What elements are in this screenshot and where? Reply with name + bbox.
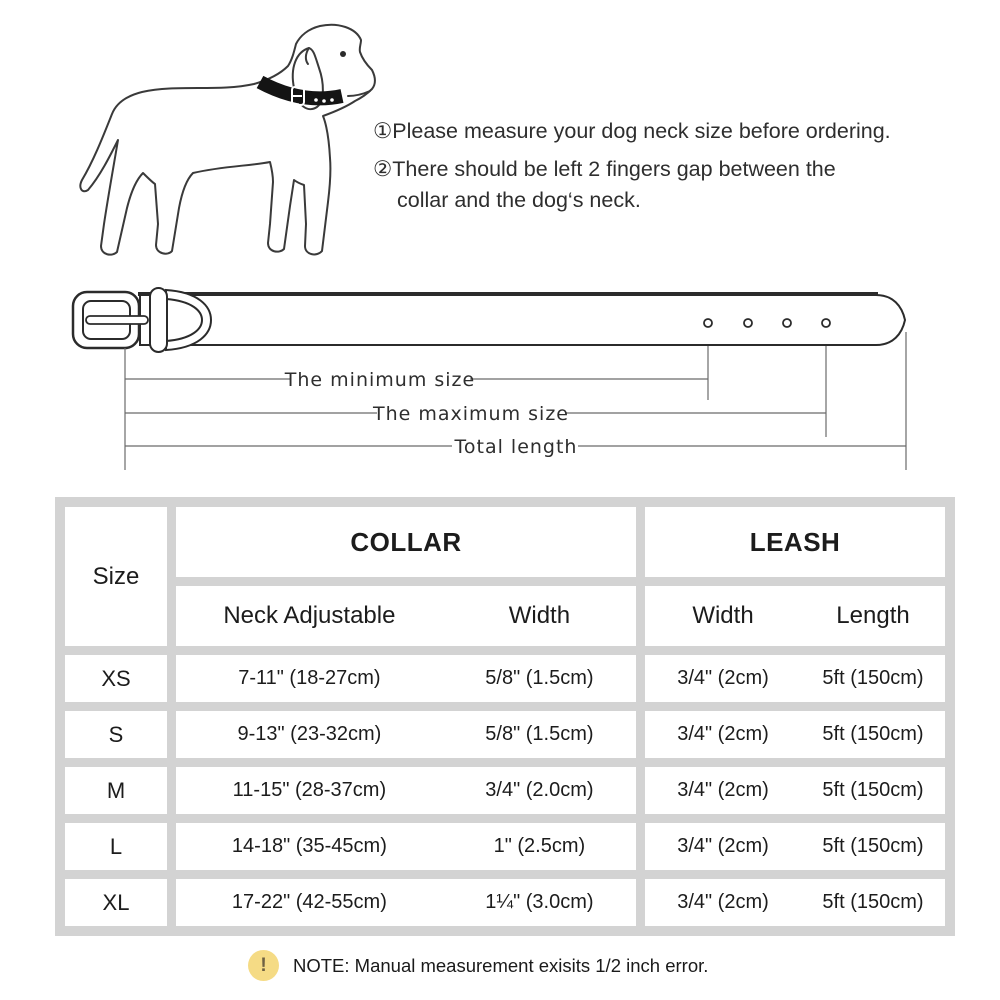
collar-neck-value: 11-15" (28-37cm): [232, 779, 387, 801]
table-row-l-collar: [176, 823, 636, 870]
measurement-note: [248, 950, 708, 981]
note-text: NOTE: Manual measurement exisits 1/2 inch error.: [293, 954, 709, 976]
collar-width-value: 1¼" (3.0cm): [485, 891, 594, 913]
label-total-length: Total length: [454, 436, 578, 458]
collar-width-value: 5/8" (1.5cm): [485, 667, 594, 689]
exclamation-icon: !: [248, 950, 279, 981]
dog-collar-hole-1: [314, 98, 318, 102]
collar-neck-value: 9-13" (23-32cm): [237, 723, 382, 745]
leash-width-header: Width: [692, 602, 754, 629]
leash-length-header: Length: [836, 602, 910, 629]
collar-width-value: 5/8" (1.5cm): [485, 723, 594, 745]
collar-neck-value: 17-22" (42-55cm): [231, 891, 387, 913]
table-row-s-size: S: [65, 711, 167, 758]
size-table: [55, 497, 955, 936]
leash-length-value: 5ft (150cm): [822, 667, 924, 689]
leash-length-value: 5ft (150cm): [822, 723, 924, 745]
collar-width-header: Width: [508, 602, 571, 629]
dog-body-outline: [80, 25, 375, 255]
leash-group-header: LEASH: [645, 507, 945, 577]
size-column-header: Size: [65, 507, 167, 646]
table-row-xs-size: XS: [65, 655, 167, 702]
collar-subheader-row: [176, 586, 636, 646]
leash-width-value: 3/4" (2cm): [677, 891, 769, 913]
collar-neck-adjustable-header: Neck Adjustable: [223, 602, 396, 629]
leash-subheader-row: [645, 586, 945, 646]
table-row-xs-leash: [645, 655, 945, 702]
leash-length-value: 5ft (150cm): [822, 835, 924, 857]
table-row-s-leash: [645, 711, 945, 758]
table-row-xl-collar: [176, 879, 636, 926]
table-row-m-leash: [645, 767, 945, 814]
instruction-1: ①Please measure your dog neck size before ordering.: [373, 119, 891, 143]
table-row-l-size: L: [65, 823, 167, 870]
leash-length-value: 5ft (150cm): [822, 779, 924, 801]
instruction-2-line1: ②There should be left 2 fingers gap between the: [373, 157, 836, 181]
table-row-xl-leash: [645, 879, 945, 926]
collar-hole-1: [704, 319, 712, 327]
dog-illustration: [58, 12, 402, 276]
collar-keeper-loop: [150, 288, 167, 352]
collar-measurement-diagram: [0, 278, 1000, 483]
collar-neck-value: 14-18" (35-45cm): [231, 835, 387, 857]
leash-width-value: 3/4" (2cm): [677, 779, 769, 801]
table-row-m-collar: [176, 767, 636, 814]
collar-width-value: 1" (2.5cm): [493, 835, 586, 857]
collar-width-value: 3/4" (2.0cm): [485, 779, 594, 801]
leash-width-value: 3/4" (2cm): [677, 835, 769, 857]
label-minimum-size: The minimum size: [284, 369, 476, 391]
leash-width-value: 3/4" (2cm): [677, 723, 769, 745]
collar-hole-4: [822, 319, 830, 327]
table-row-s-collar: [176, 711, 636, 758]
dog-collar-hole-2: [322, 99, 326, 103]
dog-collar-hole-3: [330, 98, 334, 102]
measuring-instructions: [373, 116, 973, 216]
label-maximum-size: The maximum size: [373, 403, 569, 425]
table-row-l-leash: [645, 823, 945, 870]
collar-neck-value: 7-11" (18-27cm): [238, 667, 381, 689]
collar-hole-2: [744, 319, 752, 327]
leash-width-value: 3/4" (2cm): [677, 667, 769, 689]
collar-group-header: COLLAR: [176, 507, 636, 577]
table-row-m-size: M: [65, 767, 167, 814]
leash-length-value: 5ft (150cm): [822, 891, 924, 913]
dog-eye: [340, 51, 346, 57]
collar-hole-3: [783, 319, 791, 327]
collar-buckle-prong: [86, 316, 148, 324]
instruction-2-line2: collar and the dog‘s neck.: [397, 188, 641, 212]
table-row-xs-collar: [176, 655, 636, 702]
table-row-xl-size: XL: [65, 879, 167, 926]
